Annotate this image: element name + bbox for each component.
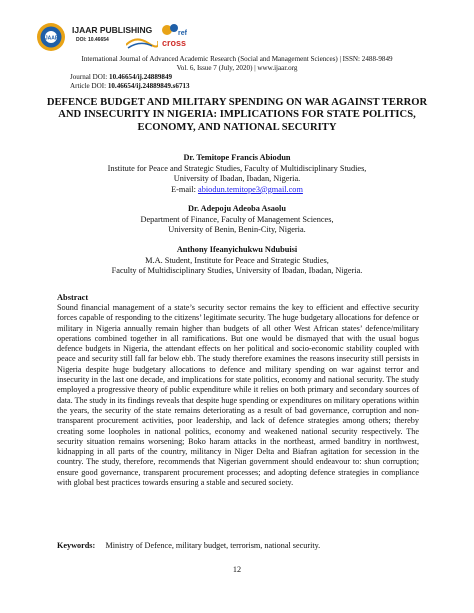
author-affiliation-line-1: Department of Finance, Faculty of Management Sciences, bbox=[140, 214, 334, 224]
email-label: E-mail: bbox=[171, 184, 199, 194]
swoosh-icon bbox=[126, 37, 158, 49]
author-affiliation-line-1: Institute for Peace and Strategic Studies, Faculty of Multidisciplinary Studies, bbox=[107, 163, 367, 173]
crossref-logo-icon bbox=[160, 21, 200, 51]
author-name: Anthony Ifeanyichukwu Ndubuisi bbox=[176, 245, 298, 254]
ijaar-logo-icon bbox=[36, 22, 66, 52]
journal-line-1: International Journal of Advanced Academic Research (Social and Management Sciences) | ISSN: 2488-9849 bbox=[81, 55, 393, 63]
author-name: Dr. Temitope Francis Abiodun bbox=[183, 153, 291, 162]
journal-doi bbox=[70, 73, 172, 82]
publisher-name: IJAAR PUBLISHING bbox=[72, 25, 153, 35]
logo-ring-text: IJAAR bbox=[43, 35, 59, 42]
crossref-sub: ref bbox=[178, 30, 187, 37]
article-doi-value[interactable]: 10.46654/ij.24889849.s6713 bbox=[107, 82, 190, 90]
keywords-label: Keywords: bbox=[57, 541, 96, 550]
publisher-doi: DOI: 10.46654 bbox=[76, 37, 109, 43]
author-affiliation-line-2: University of Ibadan, Ibadan, Nigeria. bbox=[173, 174, 301, 184]
author-3 bbox=[0, 245, 474, 277]
page-number: 12 bbox=[232, 565, 242, 574]
crossref-label: cross bbox=[162, 38, 187, 48]
article-doi bbox=[70, 82, 190, 91]
author-2 bbox=[0, 204, 474, 236]
abstract-text: Sound financial management of a state’s security sector remains the key to efficient and effective security forces capable of responding to the citizens’ legitimate security. The huge budgetary allocations for defence or military in Nigeria annually remain higher than budgets of all other West African states’ defence/military operations combined together in all ramifications. But one would be dismayed that with the usual bogus defence budgets in Nigeria, the attendant effects on her political and socio-economic stability coupled with peace and security still fall far below ebb. The study therefore examines the reasons insecurity still persists in Nigeria despite huge budgetary allocations to defence and military spending on war against terror and insecurity in the last one decade, and implications for state politics, economy and national security. The study employed a progressive theory of public expenditure while it relies on both primary and secondary sources of data. The study in its findings reveals that despite huge spending or expenditures on military operations within the years, the security of the state remains deteriorating as a result of bad governance, corruption and non-transparent procurement activities, poor leadership, and lack of defence strategies among others; thereby creating some loopholes in national politics, economy and weakened national security respectively. The security situation remains worsening; Boko haram attacks in the northeast, armed banditry in northwest, kidnapping in all parts of the country, militancy in Niger Delta and Biafran agitation for secession in the country. The study, therefore, recommends that Nigerian government should endeavour to: shun corruption; ensure good governance, transparent procurement processes; and adopting defence strategies in compliance with global best practices towards ensuring a stable and secured society. bbox=[57, 303, 419, 488]
abstract-heading: Abstract bbox=[57, 293, 89, 302]
email-link[interactable]: abiodun.temitope3@gmail.com bbox=[198, 184, 303, 194]
author-affiliation-line-2: Faculty of Multidisciplinary Studies, University of Ibadan, Ibadan, Nigeria. bbox=[111, 266, 363, 276]
author-affiliation-line-2: University of Benin, Benin-City, Nigeria. bbox=[168, 225, 306, 235]
keywords-text: Ministry of Defence, military budget, terrorism, national security. bbox=[105, 541, 321, 550]
header-logo-row bbox=[0, 20, 474, 54]
journal-doi-label: Journal DOI: bbox=[70, 73, 110, 81]
paper-title: DEFENCE BUDGET AND MILITARY SPENDING ON WAR AGAINST TERROR AND INSECURITY IN NIGERIA: IMPLICATIONS FOR STATE POLITICS, ECONOMY, AND NATIONAL SECURITY bbox=[46, 97, 428, 133]
journal-doi-value[interactable]: 10.46654/ij.24889849 bbox=[109, 73, 173, 81]
author-1 bbox=[0, 153, 474, 195]
article-doi-label: Article DOI: bbox=[70, 82, 108, 90]
journal-line-2: Vol. 6, Issue 7 (July, 2020) | www.ijaar.org bbox=[176, 64, 298, 72]
author-affiliation-line-1: M.A. Student, Institute for Peace and Strategic Studies, bbox=[145, 255, 329, 265]
author-name: Dr. Adepoju Adeoba Asaolu bbox=[188, 204, 286, 213]
author-email-line bbox=[0, 185, 474, 196]
keywords-line bbox=[57, 541, 419, 551]
